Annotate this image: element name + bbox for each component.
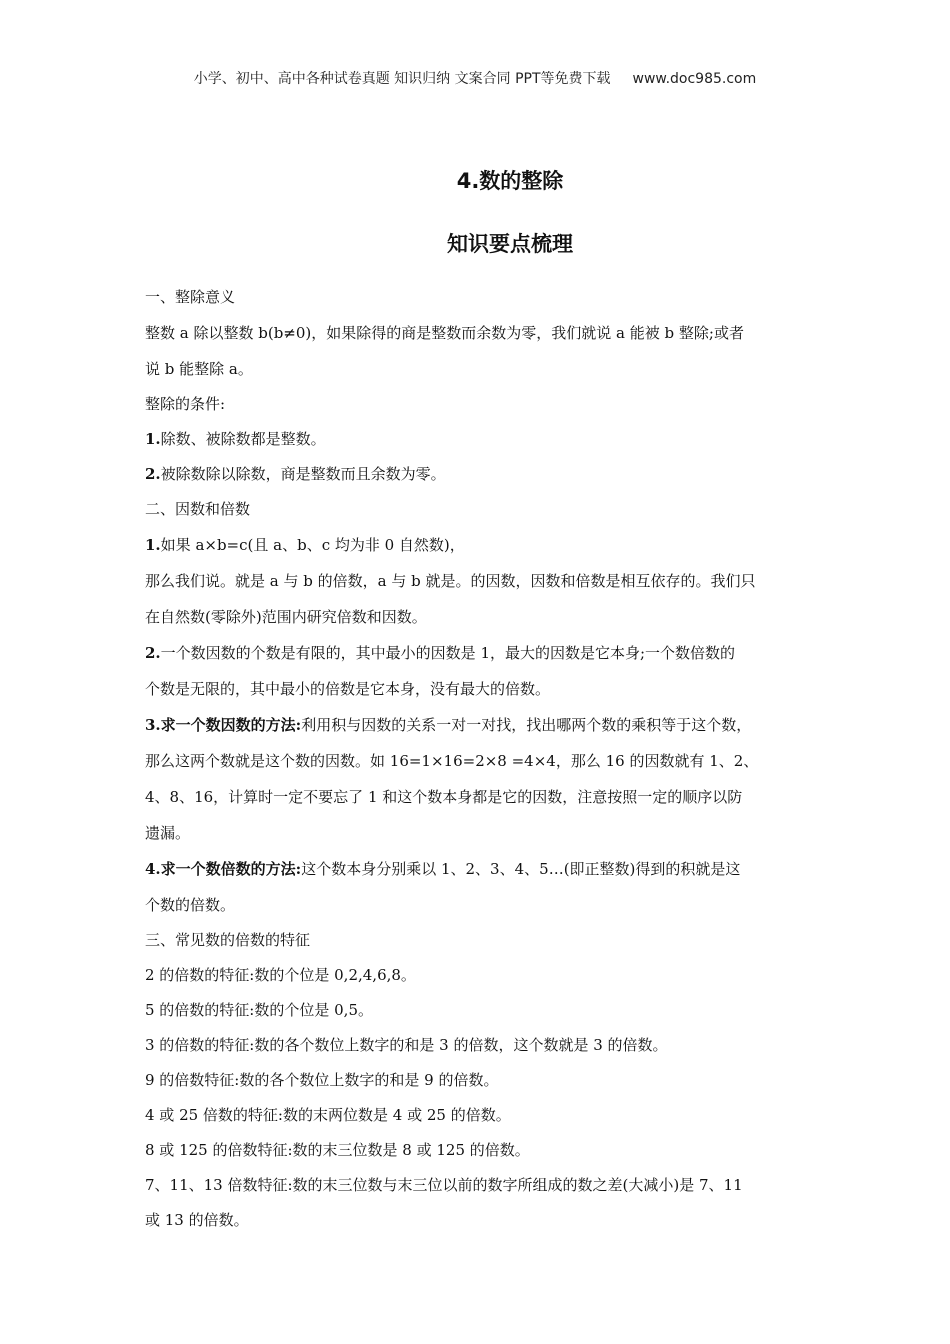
- feature-line: 8 或 125 的倍数特征:数的末三位数是 8 或 125 的倍数。: [145, 1141, 530, 1159]
- heading-multiple-features: 三、常见数的倍数的特征: [145, 931, 311, 949]
- list-item: [145, 707, 825, 743]
- list-item: [145, 851, 825, 887]
- header-text: 小学、初中、高中各种试卷真题 知识归纳 文案合同 PPT等免费下载: [193, 71, 611, 87]
- heading-factors-multiples: 二、因数和倍数: [145, 500, 251, 518]
- list-text: 利用积与因数的关系一对一对找，找出哪两个数的乘积等于这个数，: [301, 716, 752, 734]
- list-text: 除数、被除数都是整数。: [160, 430, 326, 448]
- feature-line: 2 的倍数的特征:数的个位是 0,2,4,6,8。: [145, 966, 416, 984]
- section-subtitle: 知识要点梳理: [447, 232, 573, 256]
- list-number: 1.: [145, 430, 161, 448]
- feature-line: 4 或 25 倍数的特征:数的末两位数是 4 或 25 的倍数。: [145, 1106, 511, 1124]
- paragraph-line: 那么我们说。就是 a 与 b 的倍数，a 与 b 就是。的因数，因数和倍数是相互依存的。我们只: [145, 572, 756, 590]
- feature-line: 3 的倍数的特征:数的各个数位上数字的和是 3 的倍数，这个数就是 3 的倍数。: [145, 1036, 668, 1054]
- list-number: 2.: [145, 465, 161, 483]
- list-number: 2.: [145, 644, 161, 662]
- paragraph-line: 那么这两个数就是这个数的因数。如 16=1×16=2×8 =4×4，那么 16 的因数就有 1、2、: [145, 752, 759, 770]
- paragraph-line: 整除的条件:: [145, 395, 226, 413]
- paragraph-line: 遗漏。: [145, 824, 191, 842]
- header-site-link[interactable]: www.doc985.com: [632, 71, 757, 87]
- list-bold-lead: 4.求一个数倍数的方法:: [145, 860, 302, 878]
- list-number: 1.: [145, 536, 161, 554]
- feature-line: 7、11、13 倍数特征:数的末三位数与末三位以前的数字所组成的数之差(大减小)是 7、11: [145, 1176, 743, 1194]
- list-item: [145, 457, 825, 492]
- paragraph-line: 整数 a 除以整数 b(b≠0)，如果除得的商是整数而余数为零，我们就说 a 能被 b 整除;或者: [145, 324, 744, 342]
- list-item: [145, 527, 825, 563]
- paragraph-line: 4、8、16，计算时一定不要忘了 1 和这个数本身都是它的因数，注意按照一定的顺序以防: [145, 788, 743, 806]
- list-text: 如果 a×b=c(且 a、b、c 均为非 0 自然数)，: [160, 536, 465, 554]
- document-title: 4.数的整除: [456, 169, 564, 193]
- list-bold-lead: 3.求一个数因数的方法:: [145, 716, 302, 734]
- paragraph-line: 个数是无限的，其中最小的倍数是它本身，没有最大的倍数。: [145, 680, 551, 698]
- feature-line: 5 的倍数的特征:数的个位是 0,5。: [145, 1001, 373, 1019]
- feature-line: 或 13 的倍数。: [145, 1211, 249, 1229]
- document-body: [145, 279, 825, 1238]
- page-header: [0, 68, 950, 88]
- list-item: [145, 422, 825, 457]
- paragraph-line: 说 b 能整除 a。: [145, 360, 253, 378]
- list-text: 这个数本身分别乘以 1、2、3、4、5…(即正整数)得到的积就是这: [301, 860, 741, 878]
- list-text: 一个数因数的个数是有限的，其中最小的因数是 1，最大的因数是它本身;一个数倍数的: [160, 644, 736, 662]
- list-item: [145, 635, 825, 671]
- paragraph-line: 个数的倍数。: [145, 896, 236, 914]
- list-text: 被除数除以除数，商是整数而且余数为零。: [160, 465, 446, 483]
- feature-line: 9 的倍数特征:数的各个数位上数字的和是 9 的倍数。: [145, 1071, 499, 1089]
- paragraph-line: 在自然数(零除外)范围内研究倍数和因数。: [145, 608, 427, 626]
- heading-divisibility-meaning: 一、整除意义: [145, 288, 236, 306]
